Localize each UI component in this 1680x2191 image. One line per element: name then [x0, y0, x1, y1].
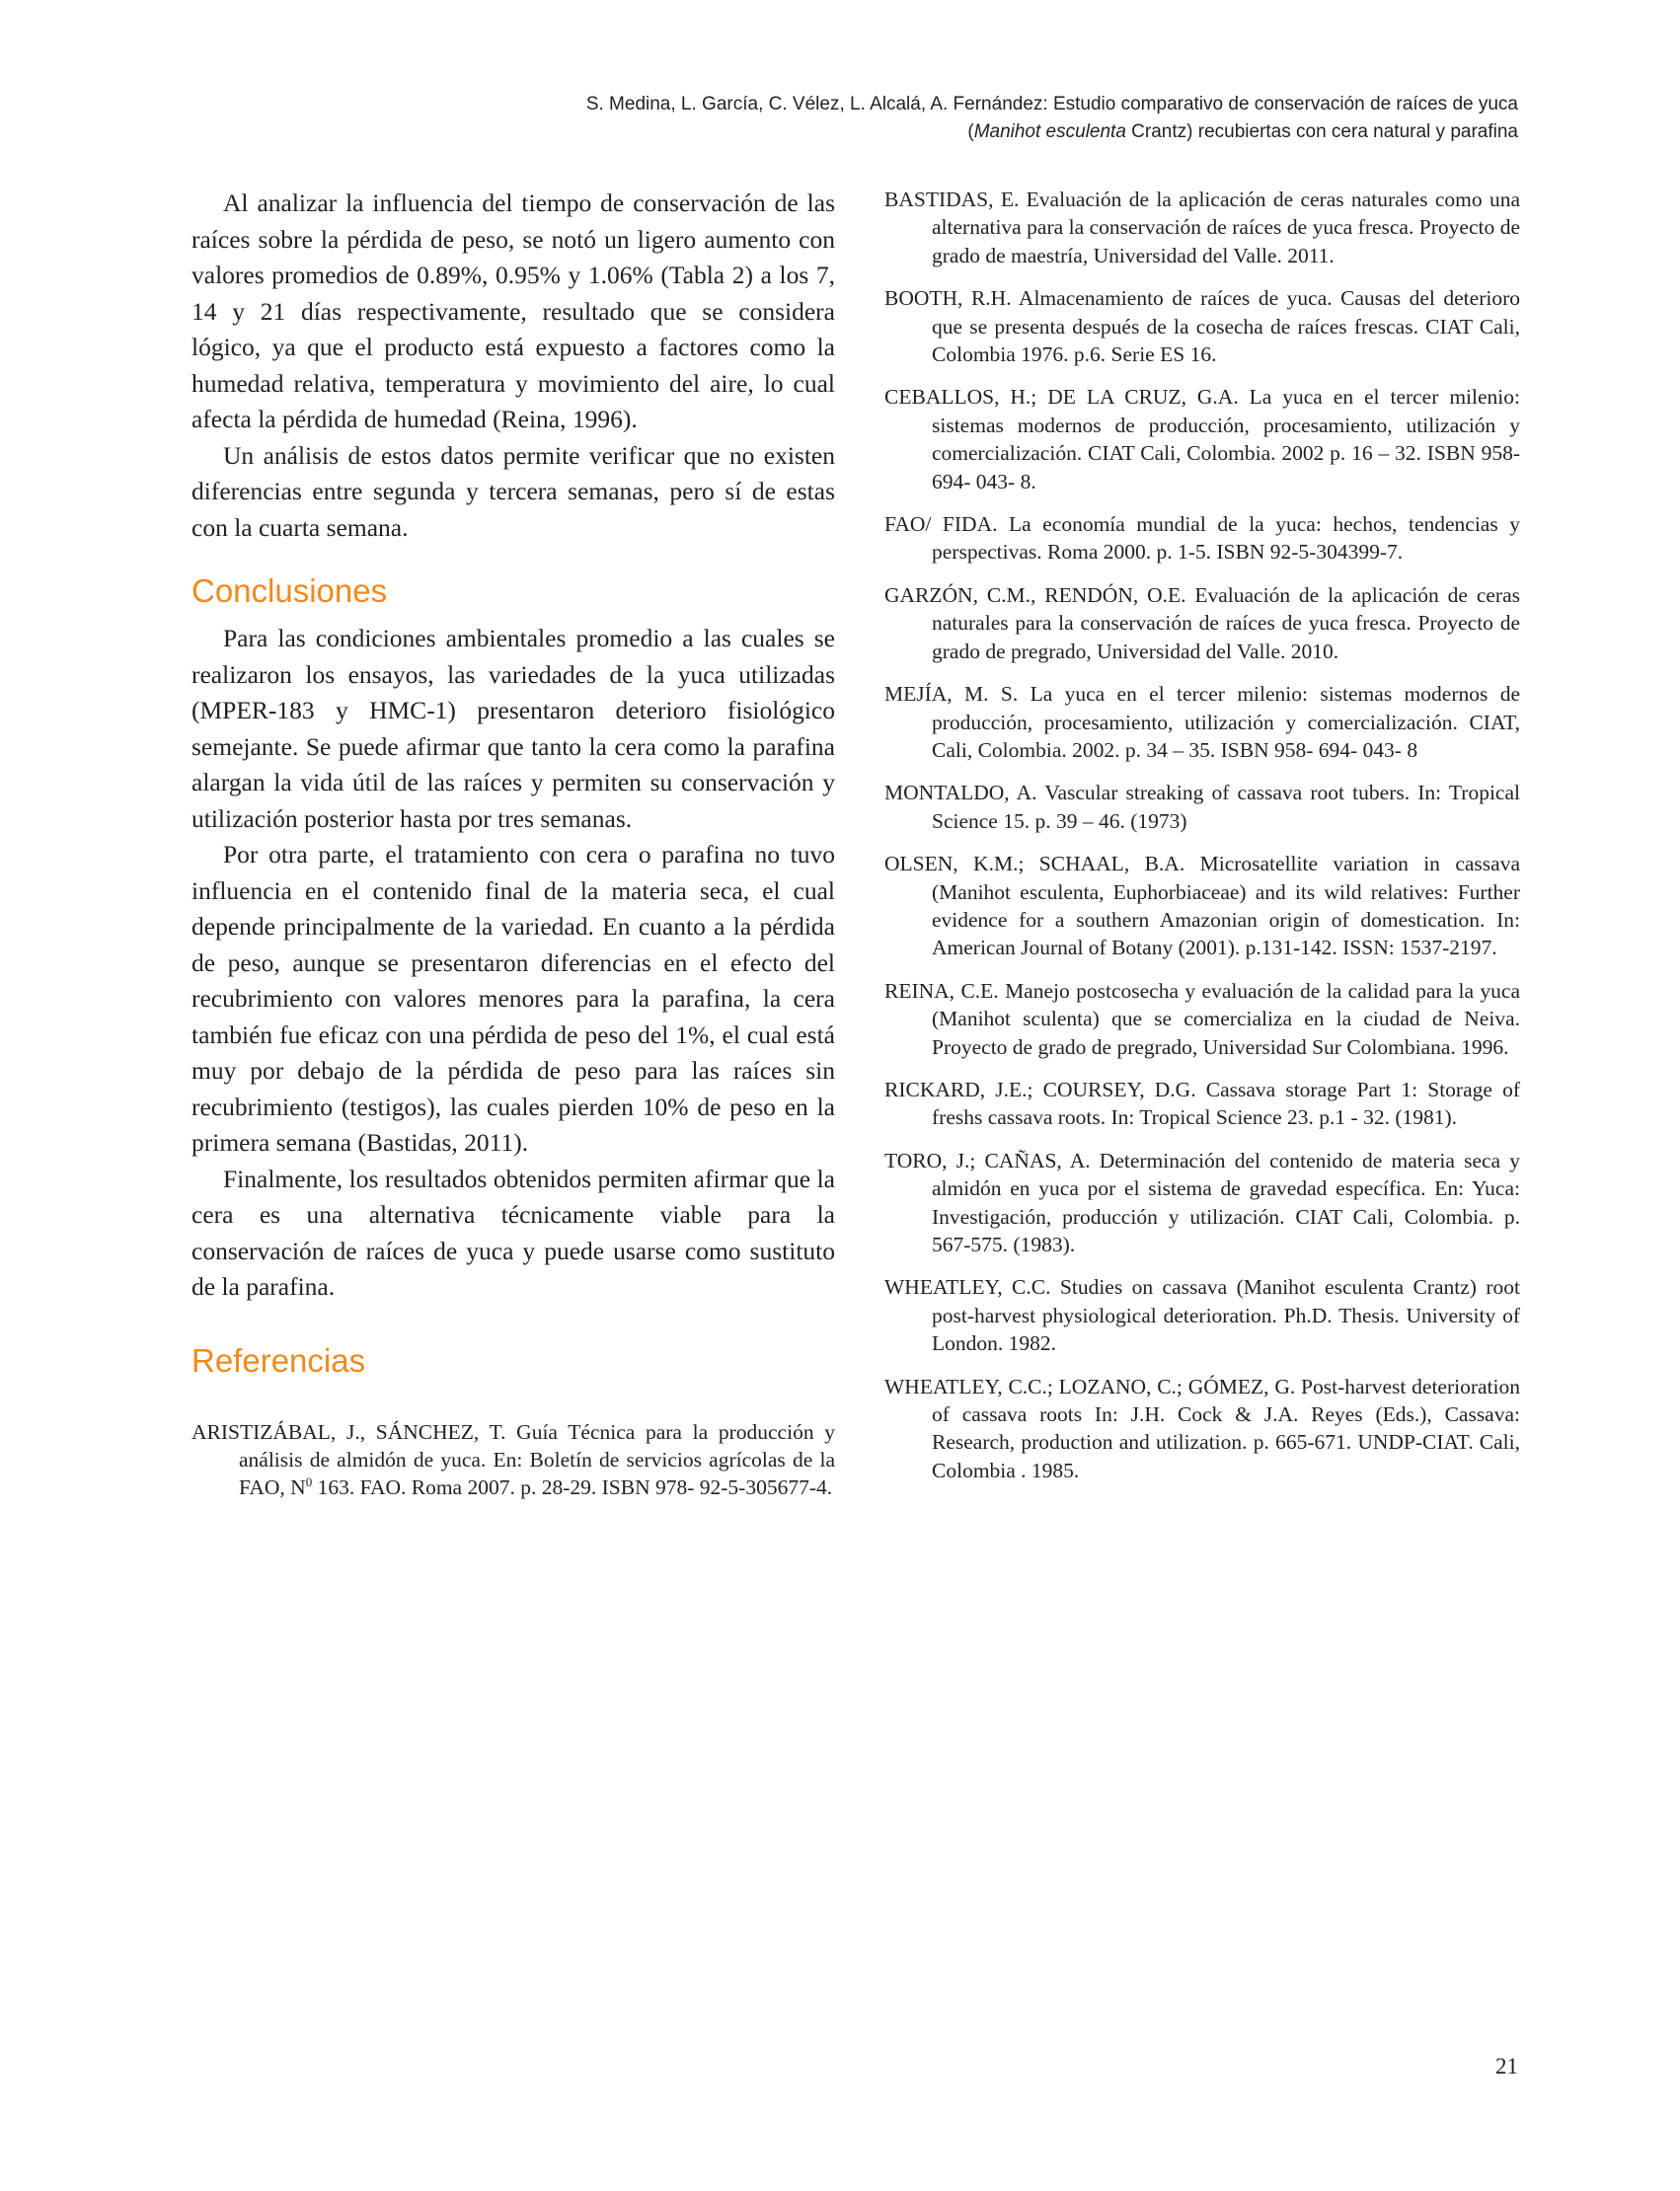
reference-superscript: 0 — [305, 1474, 313, 1490]
body-paragraph: Para las condiciones ambientales promedio a las cuales se realizaron los ensayos, las variedades de la yuca utilizadas (MPER-183 y HMC-1) presentaron deterioro fisiológico semejante. Se puede afirmar que tanto la cera como la parafina alargan la vida útil de las raíces y permiten su conservación y utilización posterior hasta por tres semanas. — [191, 624, 835, 833]
reference-entry: WHEATLEY, C.C. Studies on cassava (Manihot esculenta Crantz) root post-harvest physiological deterioration. Ph.D. Thesis. University of London. 1982. — [884, 1275, 1520, 1356]
reference-text: ARISTIZÁBAL, J., SÁNCHEZ, T. Guía Técnica para la producción y análisis de almidón de yuca. En: Boletín de servicios agrícolas de la FAO, N — [191, 1419, 835, 1500]
right-column — [884, 186, 1520, 1499]
running-head-title — [432, 118, 1518, 146]
body-paragraph: Por otra parte, el tratamiento con cera o parafina no tuvo influencia en el contenido final de la materia seca, el cual depende principalmente de la variedad. En cuanto a la pérdida de peso, aunque se presentaron diferencias en el efecto del recubrimiento con valores menores para la parafina, la cera también fue eficaz con una pérdida de peso del 1%, el cual está muy por debajo de la pérdida de peso para las raíces sin recubrimiento (testigos), las cuales pierden 10% de peso en la primera semana (Bastidas, 2011). — [191, 840, 835, 1157]
reference-entry: RICKARD, J.E.; COURSEY, D.G. Cassava storage Part 1: Storage of freshs cassava roots. In: Tropical Science 23. p.1 - 32. (1981). — [884, 1077, 1520, 1130]
reference-entry: FAO/ FIDA. La economía mundial de la yuca: hechos, tendencias y perspectivas. Roma 2000. p. 1-5. ISBN 92-5-304399-7. — [884, 512, 1520, 565]
reference-entry: REINA, C.E. Manejo postcosecha y evaluación de la calidad para la yuca (Manihot sculenta) que se comercializa en la ciudad de Neiva. Proyecto de grado de pregrado, Universidad Sur Colombiana. 1996. — [884, 978, 1520, 1059]
reference-entry: MEJÍA, M. S. La yuca en el tercer milenio: sistemas modernos de producción, procesamiento, utilización y comercialización. CIAT, Cali, Colombia. 2002. p. 34 – 35. ISBN 958- 694- 043- 8 — [884, 682, 1520, 762]
reference-entry: BASTIDAS, E. Evaluación de la aplicación de ceras naturales como una alternativa para la conservación de raíces de yuca fresca. Proyecto de grado de maestría, Universidad del Valle. 2011. — [884, 188, 1520, 267]
reference-entry: CEBALLOS, H.; DE LA CRUZ, G.A. La yuca en el tercer milenio: sistemas modernos de producción, procesamiento, utilización y comercialización. CIAT Cali, Colombia. 2002 p. 16 – 32. ISBN 958- 694- 043- 8. — [884, 385, 1520, 493]
page-number: 21 — [1495, 2054, 1518, 2078]
running-head-title-rest: Crantz) recubiertas con cera natural y parafina — [1125, 121, 1518, 142]
reference-text: 163. FAO. Roma 2007. p. 28-29. ISBN 978- 92-5-305677-4. — [312, 1475, 833, 1500]
left-column — [191, 186, 835, 1502]
running-head — [432, 91, 1518, 146]
body-paragraph: Finalmente, los resultados obtenidos permiten afirmar que la cera es una alternativa técnicamente viable para la conservación de raíces de yuca y puede usarse como sustituto de la parafina. — [191, 1164, 835, 1301]
running-head-species: Manihot esculenta — [973, 121, 1126, 142]
running-head-authors: S. Medina, L. García, C. Vélez, L. Alcalá, A. Fernández: Estudio comparativo de conservación de raíces de yuca — [585, 94, 1518, 114]
reference-entry: MONTALDO, A. Vascular streaking of cassava root tubers. In: Tropical Science 15. p. 39 – 46. (1973) — [884, 781, 1520, 833]
body-paragraph: Al analizar la influencia del tiempo de conservación de las raíces sobre la pérdida de peso, se notó un ligero aumento con valores promedios de 0.89%, 0.95% y 1.06% (Tabla 2) a los 7, 14 y 21 días respectivamente, resultado que se considera lógico, ya que el producto está expuesto a factores como la humedad relativa, temperatura y movimiento del aire, lo cual afecta la pérdida de humedad (Reina, 1996). — [191, 189, 835, 433]
body-paragraph: Un análisis de estos datos permite verificar que no existen diferencias entre segunda y tercera semanas, pero sí de estas con la cuarta semana. — [191, 440, 835, 542]
references-heading: Referencias — [191, 1341, 366, 1379]
reference-entry: BOOTH, R.H. Almacenamiento de raíces de yuca. Causas del deterioro que se presenta después de la cosecha de raíces frescas. CIAT Cali, Colombia 1976. p.6. Serie ES 16. — [884, 286, 1520, 367]
reference-entry: GARZÓN, C.M., RENDÓN, O.E. Evaluación de la aplicación de ceras naturales para la conservación de raíces de yuca fresca. Proyecto de grado de pregrado, Universidad del Valle. 2010. — [884, 582, 1520, 663]
running-head-paren: ( — [967, 121, 974, 142]
conclusions-heading: Conclusiones — [191, 572, 388, 609]
reference-entry: WHEATLEY, C.C.; LOZANO, C.; GÓMEZ, G. Post-harvest deterioration of cassava roots In: J.H. Cock & J.A. Reyes (Eds.), Cassava: Research, production and utilization. p. 665-671. UNDP-CIAT. Cali, Colombia . 1985. — [884, 1374, 1520, 1482]
reference-entry — [191, 1418, 835, 1502]
reference-entry: OLSEN, K.M.; SCHAAL, B.A. Microsatellite variation in cassava (Manihot esculenta, Euphorbiaceae) and its wild relatives: Further evidence for a southern Amazonian origin of domestication. In: American Journal of Botany (2001). p.131-142. ISSN: 1537-2197. — [884, 852, 1520, 960]
reference-entry: TORO, J.; CAÑAS, A. Determinación del contenido de materia seca y almidón en yuca por el sistema de gravedad específica. En: Yuca: Investigación, producción y utilización. CIAT Cali, Colombia. p. 567-575. (1983). — [884, 1148, 1520, 1256]
